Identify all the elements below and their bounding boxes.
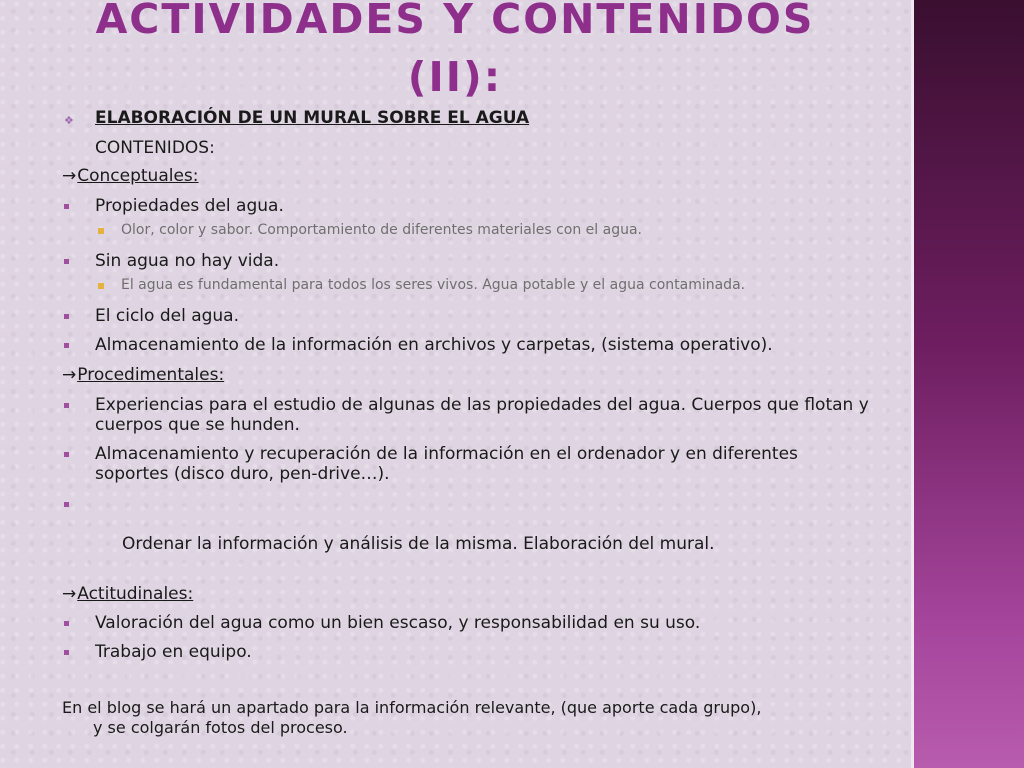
list-item: [62, 306, 902, 326]
contenidos-row: [62, 138, 902, 158]
section-actitudinales: [62, 584, 902, 604]
list-subitem: [62, 277, 761, 294]
list-subitem-text: El agua es fundamental para todos los seres vivos. Agua potable y el agua contaminada.: [121, 277, 746, 293]
slide-title: [40, 0, 870, 106]
slide-body: [62, 108, 902, 738]
list-item-text: Propiedades del agua.: [95, 196, 284, 216]
list-item: [62, 642, 902, 662]
square-subbullet-icon: [98, 228, 104, 234]
contenidos-label: CONTENIDOS:: [95, 138, 215, 158]
list-item-text: Valoración del agua como un bien escaso, y responsabilidad en su uso.: [95, 613, 701, 633]
list-item: [62, 444, 815, 484]
square-bullet-icon: [64, 452, 69, 457]
square-bullet-icon: [64, 204, 69, 209]
section-label-actitudinales: Actitudinales:: [77, 584, 194, 604]
list-subitem-text: Olor, color y sabor. Comportamiento de diferentes materiales con el agua.: [121, 222, 643, 238]
square-bullet-icon: [64, 314, 69, 319]
footer-note-line2: y se colgarán fotos del proceso.: [93, 718, 348, 737]
section-procedimentales: [62, 365, 902, 385]
arrow-right-icon: →: [62, 365, 77, 385]
list-item: [62, 335, 795, 355]
square-bullet-icon: [64, 343, 69, 348]
decorative-sidebar: [913, 0, 1024, 768]
slide-title-line2: (II):: [407, 53, 503, 101]
section-label-conceptuales: Conceptuales:: [77, 166, 199, 186]
square-bullet-icon: [64, 650, 69, 655]
list-item-text: Sin agua no hay vida.: [95, 251, 280, 271]
square-bullet-icon: [64, 403, 69, 408]
list-item-text: Experiencias para el estudio de algunas de las propiedades del agua. Cuerpos que flotan y cuerpos que se hunden.: [95, 395, 869, 435]
square-subbullet-icon: [98, 283, 104, 289]
list-item-text: El ciclo del agua.: [95, 306, 239, 326]
arrow-right-icon: →: [62, 166, 77, 186]
footer-note: [62, 698, 902, 738]
mural-heading: ELABORACIÓN DE UN MURAL SOBRE EL AGUA: [95, 108, 530, 128]
square-bullet-icon: [64, 502, 69, 507]
arrow-right-icon: →: [62, 584, 77, 604]
section-label-procedimentales: Procedimentales:: [77, 365, 225, 385]
list-item: [62, 494, 902, 574]
list-subitem: [62, 222, 902, 239]
square-bullet-icon: [64, 621, 69, 626]
section-conceptuales: [62, 166, 902, 186]
square-bullet-icon: [64, 259, 69, 264]
list-item-text: Ordenar la información y análisis de la misma. Elaboración del mural.: [116, 534, 715, 554]
list-item-text: Trabajo en equipo.: [95, 642, 252, 662]
list-item: [62, 251, 902, 271]
diamond-bullet-icon: ❖: [64, 114, 74, 127]
list-item: [62, 196, 902, 216]
list-item-text: Almacenamiento de la información en archivos y carpetas, (sistema operativo).: [95, 335, 773, 355]
heading-row: [62, 108, 902, 128]
slide-title-line1: ACTIVIDADES Y CONTENIDOS: [95, 0, 815, 43]
list-item-text: Almacenamiento y recuperación de la información en el ordenador y en diferentes soportes (disco duro, pen-drive…).: [95, 444, 798, 484]
list-item: [62, 395, 875, 435]
footer-note-line1: En el blog se hará un apartado para la información relevante, (que aporte cada grupo),: [62, 698, 762, 717]
sidebar-divider: [911, 0, 914, 768]
list-item: [62, 613, 902, 633]
